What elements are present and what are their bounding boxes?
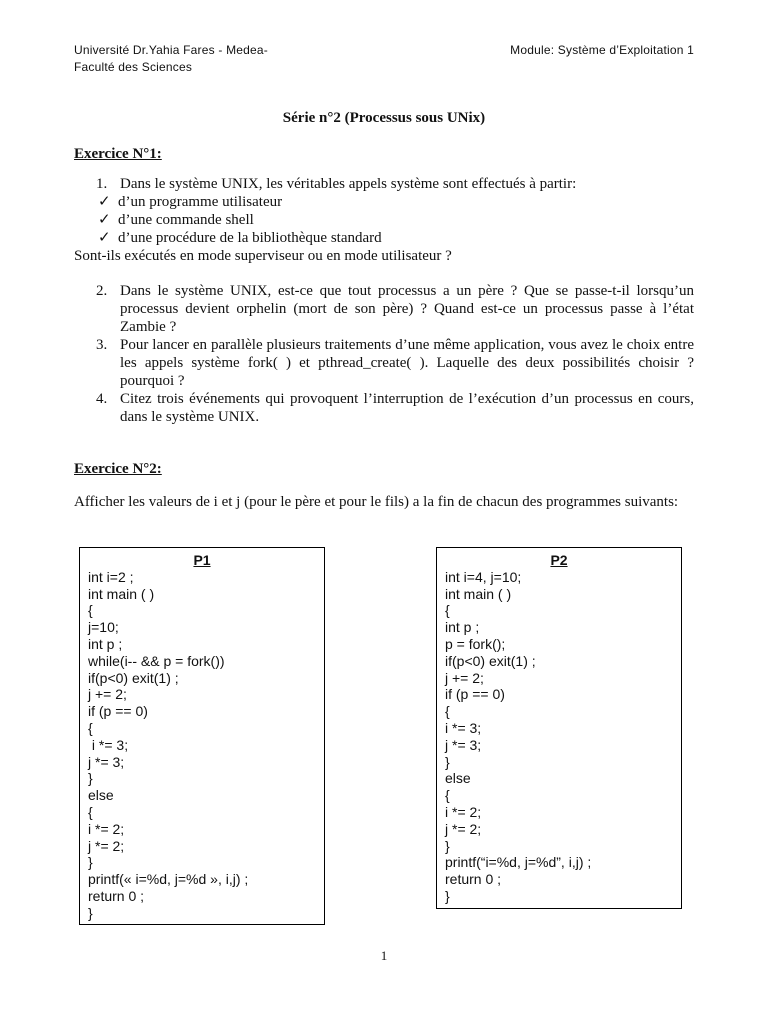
program-title: P2	[550, 552, 568, 568]
code-line: else	[445, 770, 471, 787]
code-line: j *= 2;	[445, 820, 482, 837]
program-p2-box	[436, 547, 682, 909]
program-p1-code	[88, 569, 316, 922]
code-line: printf(“i=%d, j=%d”, i,j) ;	[445, 854, 592, 871]
code-line: j += 2;	[88, 686, 127, 703]
exercise2-heading: Exercice N°2:	[74, 461, 162, 477]
code-line: if(p<0) exit(1) ;	[88, 669, 179, 686]
code-line: }	[445, 837, 450, 854]
code-line: j=10;	[88, 619, 119, 636]
code-line: i *= 3;	[445, 719, 482, 736]
checkmark-icon: ✓	[98, 194, 111, 210]
code-line: while(i-- && p = fork())	[88, 652, 225, 669]
code-line: {	[88, 719, 93, 736]
code-line: {	[88, 803, 93, 820]
university-name: Université Dr.Yahia Fares - Medea-	[74, 43, 268, 57]
code-line: {	[445, 787, 450, 804]
option-item	[98, 211, 254, 229]
code-line: }	[445, 887, 450, 904]
option-text: d’une commande shell	[118, 212, 254, 228]
exercise2-intro: Afficher les valeurs de i et j (pour le père et pour le fils) a la fin de chacun des programmes suivants:	[74, 494, 679, 510]
page-number: 1	[380, 948, 388, 963]
question-text: Dans le système UNIX, les véritables appels système sont effectués à partir:	[120, 176, 577, 192]
question-number: 2.	[96, 283, 108, 299]
question-number: 3.	[96, 337, 108, 353]
faculty-name: Faculté des Sciences	[74, 60, 193, 74]
program-p2-code	[445, 569, 673, 905]
code-line: j *= 2;	[88, 837, 125, 854]
code-line: {	[88, 602, 93, 619]
code-line: int i=4, j=10;	[445, 568, 522, 585]
code-line: printf(« i=%d, j=%d », i,j) ;	[88, 871, 249, 888]
question-text: Citez trois événements qui provoquent l’interruption de l’exécution d’un processus en cours, dans le système UNIX.	[120, 391, 694, 425]
header-left	[74, 42, 268, 76]
code-line: i *= 2;	[445, 803, 482, 820]
code-line: }	[88, 770, 93, 787]
exercise1-question-3	[96, 336, 694, 390]
exercise1-heading: Exercice N°1:	[74, 146, 162, 162]
code-line: if (p == 0)	[445, 686, 505, 703]
question-number: 1.	[96, 176, 108, 192]
code-line: int main ( )	[88, 585, 155, 602]
checkmark-icon: ✓	[98, 230, 111, 246]
code-line: p = fork();	[445, 635, 506, 652]
option-item	[98, 229, 382, 247]
code-line: i *= 2;	[88, 820, 125, 837]
module-name: Module: Système d’Exploitation 1	[510, 43, 694, 57]
exercise1-question-4	[96, 390, 694, 426]
code-line: return 0 ;	[445, 871, 502, 888]
code-line: int p ;	[445, 619, 480, 636]
code-line: j *= 3;	[445, 736, 482, 753]
code-line: if(p<0) exit(1) ;	[445, 652, 536, 669]
code-line: }	[88, 854, 93, 871]
exercise1-question-1	[96, 175, 694, 193]
code-line: int p ;	[88, 635, 123, 652]
exercise1-question-2	[96, 282, 694, 336]
question-text: Dans le système UNIX, est-ce que tout processus a un père ? Que se passe-t-il lorsqu’un processus devient orphelin (mort de son père) ? Quand est-ce un processus passe à l’état Zambie ?	[120, 283, 694, 335]
option-text: d’une procédure de la bibliothèque standard	[118, 230, 382, 246]
code-line: if (p == 0)	[88, 703, 148, 720]
document-title: Série n°2 (Processus sous UNix)	[282, 110, 486, 126]
question-text: Pour lancer en parallèle plusieurs traitements d’une même application, vous avez le choix entre les appels système fork( ) et pthread_create( ). Laquelle des deux possibilités choisir ? pourquoi ?	[120, 337, 694, 389]
code-line: }	[445, 753, 450, 770]
code-line: return 0 ;	[88, 887, 145, 904]
option-item	[98, 193, 282, 211]
program-p1-box	[79, 547, 325, 925]
question-1-followup: Sont-ils exécutés en mode superviseur ou en mode utilisateur ?	[74, 248, 452, 264]
checkmark-icon: ✓	[98, 212, 111, 228]
code-line: }	[88, 904, 93, 921]
code-line: {	[445, 602, 450, 619]
question-number: 4.	[96, 391, 108, 407]
code-line: {	[445, 703, 450, 720]
code-line: int main ( )	[445, 585, 512, 602]
code-line: else	[88, 787, 114, 804]
option-text: d’un programme utilisateur	[118, 194, 283, 210]
program-title: P1	[193, 552, 211, 568]
code-line: j += 2;	[445, 669, 484, 686]
code-line: int i=2 ;	[88, 568, 134, 585]
code-line: j *= 3;	[88, 753, 125, 770]
code-line: i *= 3;	[88, 736, 129, 753]
